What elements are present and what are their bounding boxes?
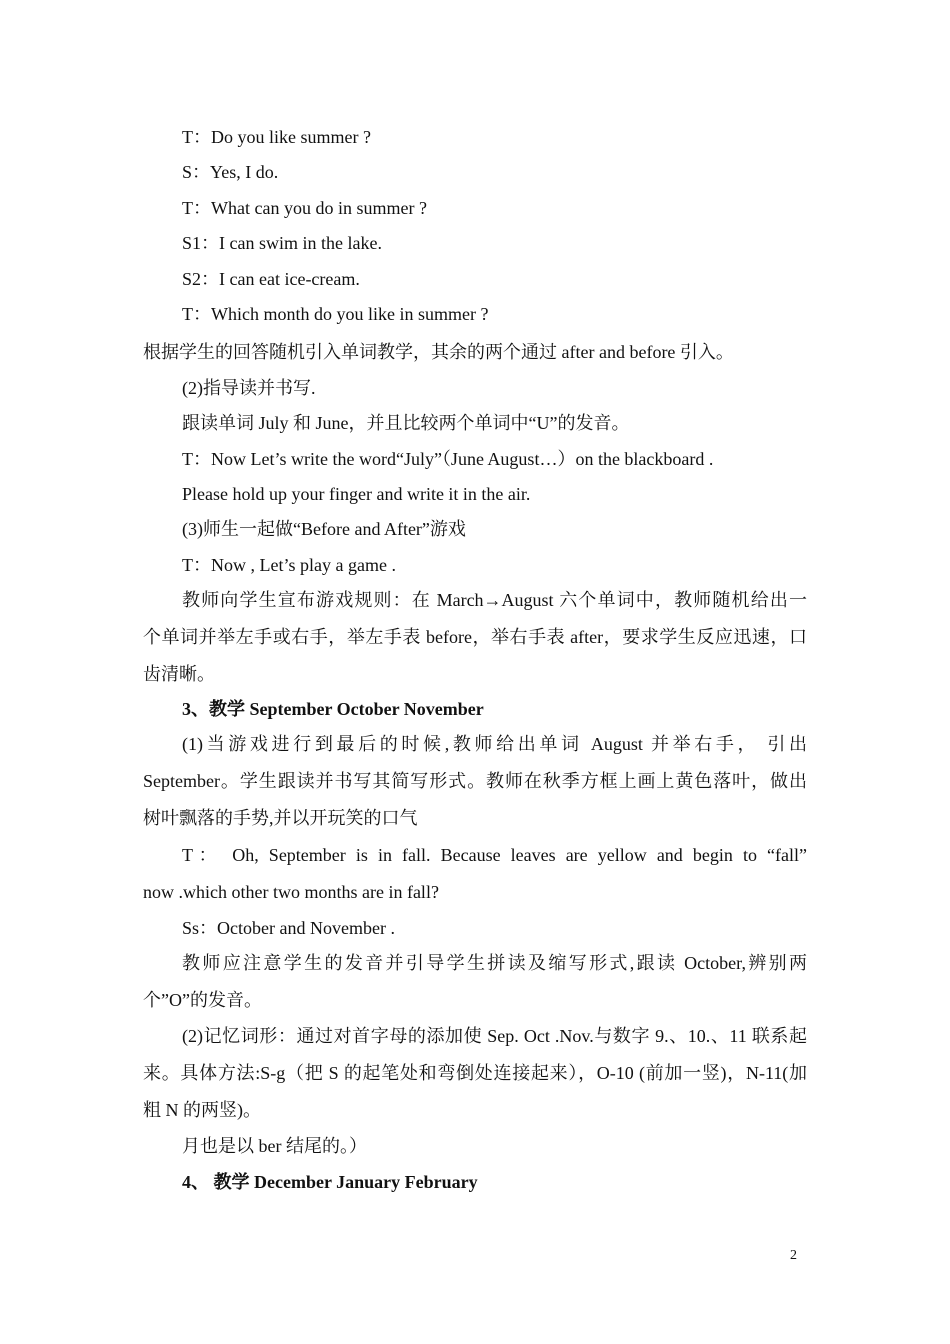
dialogue-line: T：Do you like summer ? bbox=[182, 127, 371, 147]
paragraph-line: 个”O”的发音。 bbox=[143, 990, 262, 1010]
dialogue-line: T：Now Let’s write the word“July”（June August…）on the blackboard . bbox=[182, 449, 714, 469]
dialogue-line: T： Oh, September is in fall. Because leaves are yellow and begin to “fall” bbox=[182, 845, 807, 865]
dialogue-line: S1：I can swim in the lake. bbox=[182, 233, 382, 253]
section-heading: 4、 教学 December January February bbox=[182, 1172, 478, 1192]
dialogue-line: S2：I can eat ice-cream. bbox=[182, 269, 360, 289]
paragraph-line: 树叶飘落的手势,并以开玩笑的口气 bbox=[143, 808, 418, 828]
paragraph-line: 跟读单词 July 和 June，并且比较两个单词中“U”的发音。 bbox=[182, 413, 630, 433]
dialogue-line: S：Yes, I do. bbox=[182, 162, 279, 182]
paragraph-line: Please hold up your finger and write it in the air. bbox=[182, 484, 531, 504]
step-heading: (3)师生一起做“Before and After”游戏 bbox=[182, 519, 466, 539]
paragraph-line: 根据学生的回答随机引入单词教学，其余的两个通过 after and before 引入。 bbox=[143, 342, 734, 362]
step-heading: (2)指导读并书写. bbox=[182, 378, 316, 398]
paragraph-line: (1)当游戏进行到最后的时候,教师给出单词 August 并举右手， 引出 bbox=[182, 734, 807, 754]
paragraph-line: 教师向学生宣布游戏规则：在 March→August 六个单词中，教师随机给出一 bbox=[182, 590, 807, 610]
paragraph-line: 月也是以 ber 结尾的。） bbox=[182, 1136, 367, 1156]
dialogue-line: Ss：October and November . bbox=[182, 918, 395, 938]
paragraph-line: 粗 N 的两竖)。 bbox=[143, 1100, 261, 1120]
paragraph-line: September。学生跟读并书写其简写形式。教师在秋季方框上画上黄色落叶，做出 bbox=[143, 771, 807, 791]
paragraph-line: 齿清晰。 bbox=[143, 664, 215, 684]
dialogue-line: now .which other two months are in fall? bbox=[143, 882, 439, 902]
paragraph-line: 来。具体方法:S-g（把 S 的起笔处和弯倒处连接起来），O-10 (前加一竖)，N-11(加 bbox=[143, 1063, 807, 1083]
paragraph-line: 个单词并举左手或右手，举左手表 before，举右手表 after，要求学生反应迅速，口 bbox=[143, 627, 807, 647]
dialogue-line: T：Which month do you like in summer ? bbox=[182, 304, 489, 324]
section-heading: 3、教学 September October November bbox=[182, 699, 484, 719]
page-number: 2 bbox=[790, 1248, 797, 1263]
paragraph-line: (2)记忆词形：通过对首字母的添加使 Sep. Oct .Nov.与数字 9.、10.、11 联系起 bbox=[182, 1026, 807, 1046]
paragraph-line: 教师应注意学生的发音并引导学生拼读及缩写形式,跟读 October,辨别两 bbox=[182, 953, 807, 973]
dialogue-line: T：What can you do in summer ? bbox=[182, 198, 427, 218]
dialogue-line: T：Now , Let’s play a game . bbox=[182, 555, 396, 575]
